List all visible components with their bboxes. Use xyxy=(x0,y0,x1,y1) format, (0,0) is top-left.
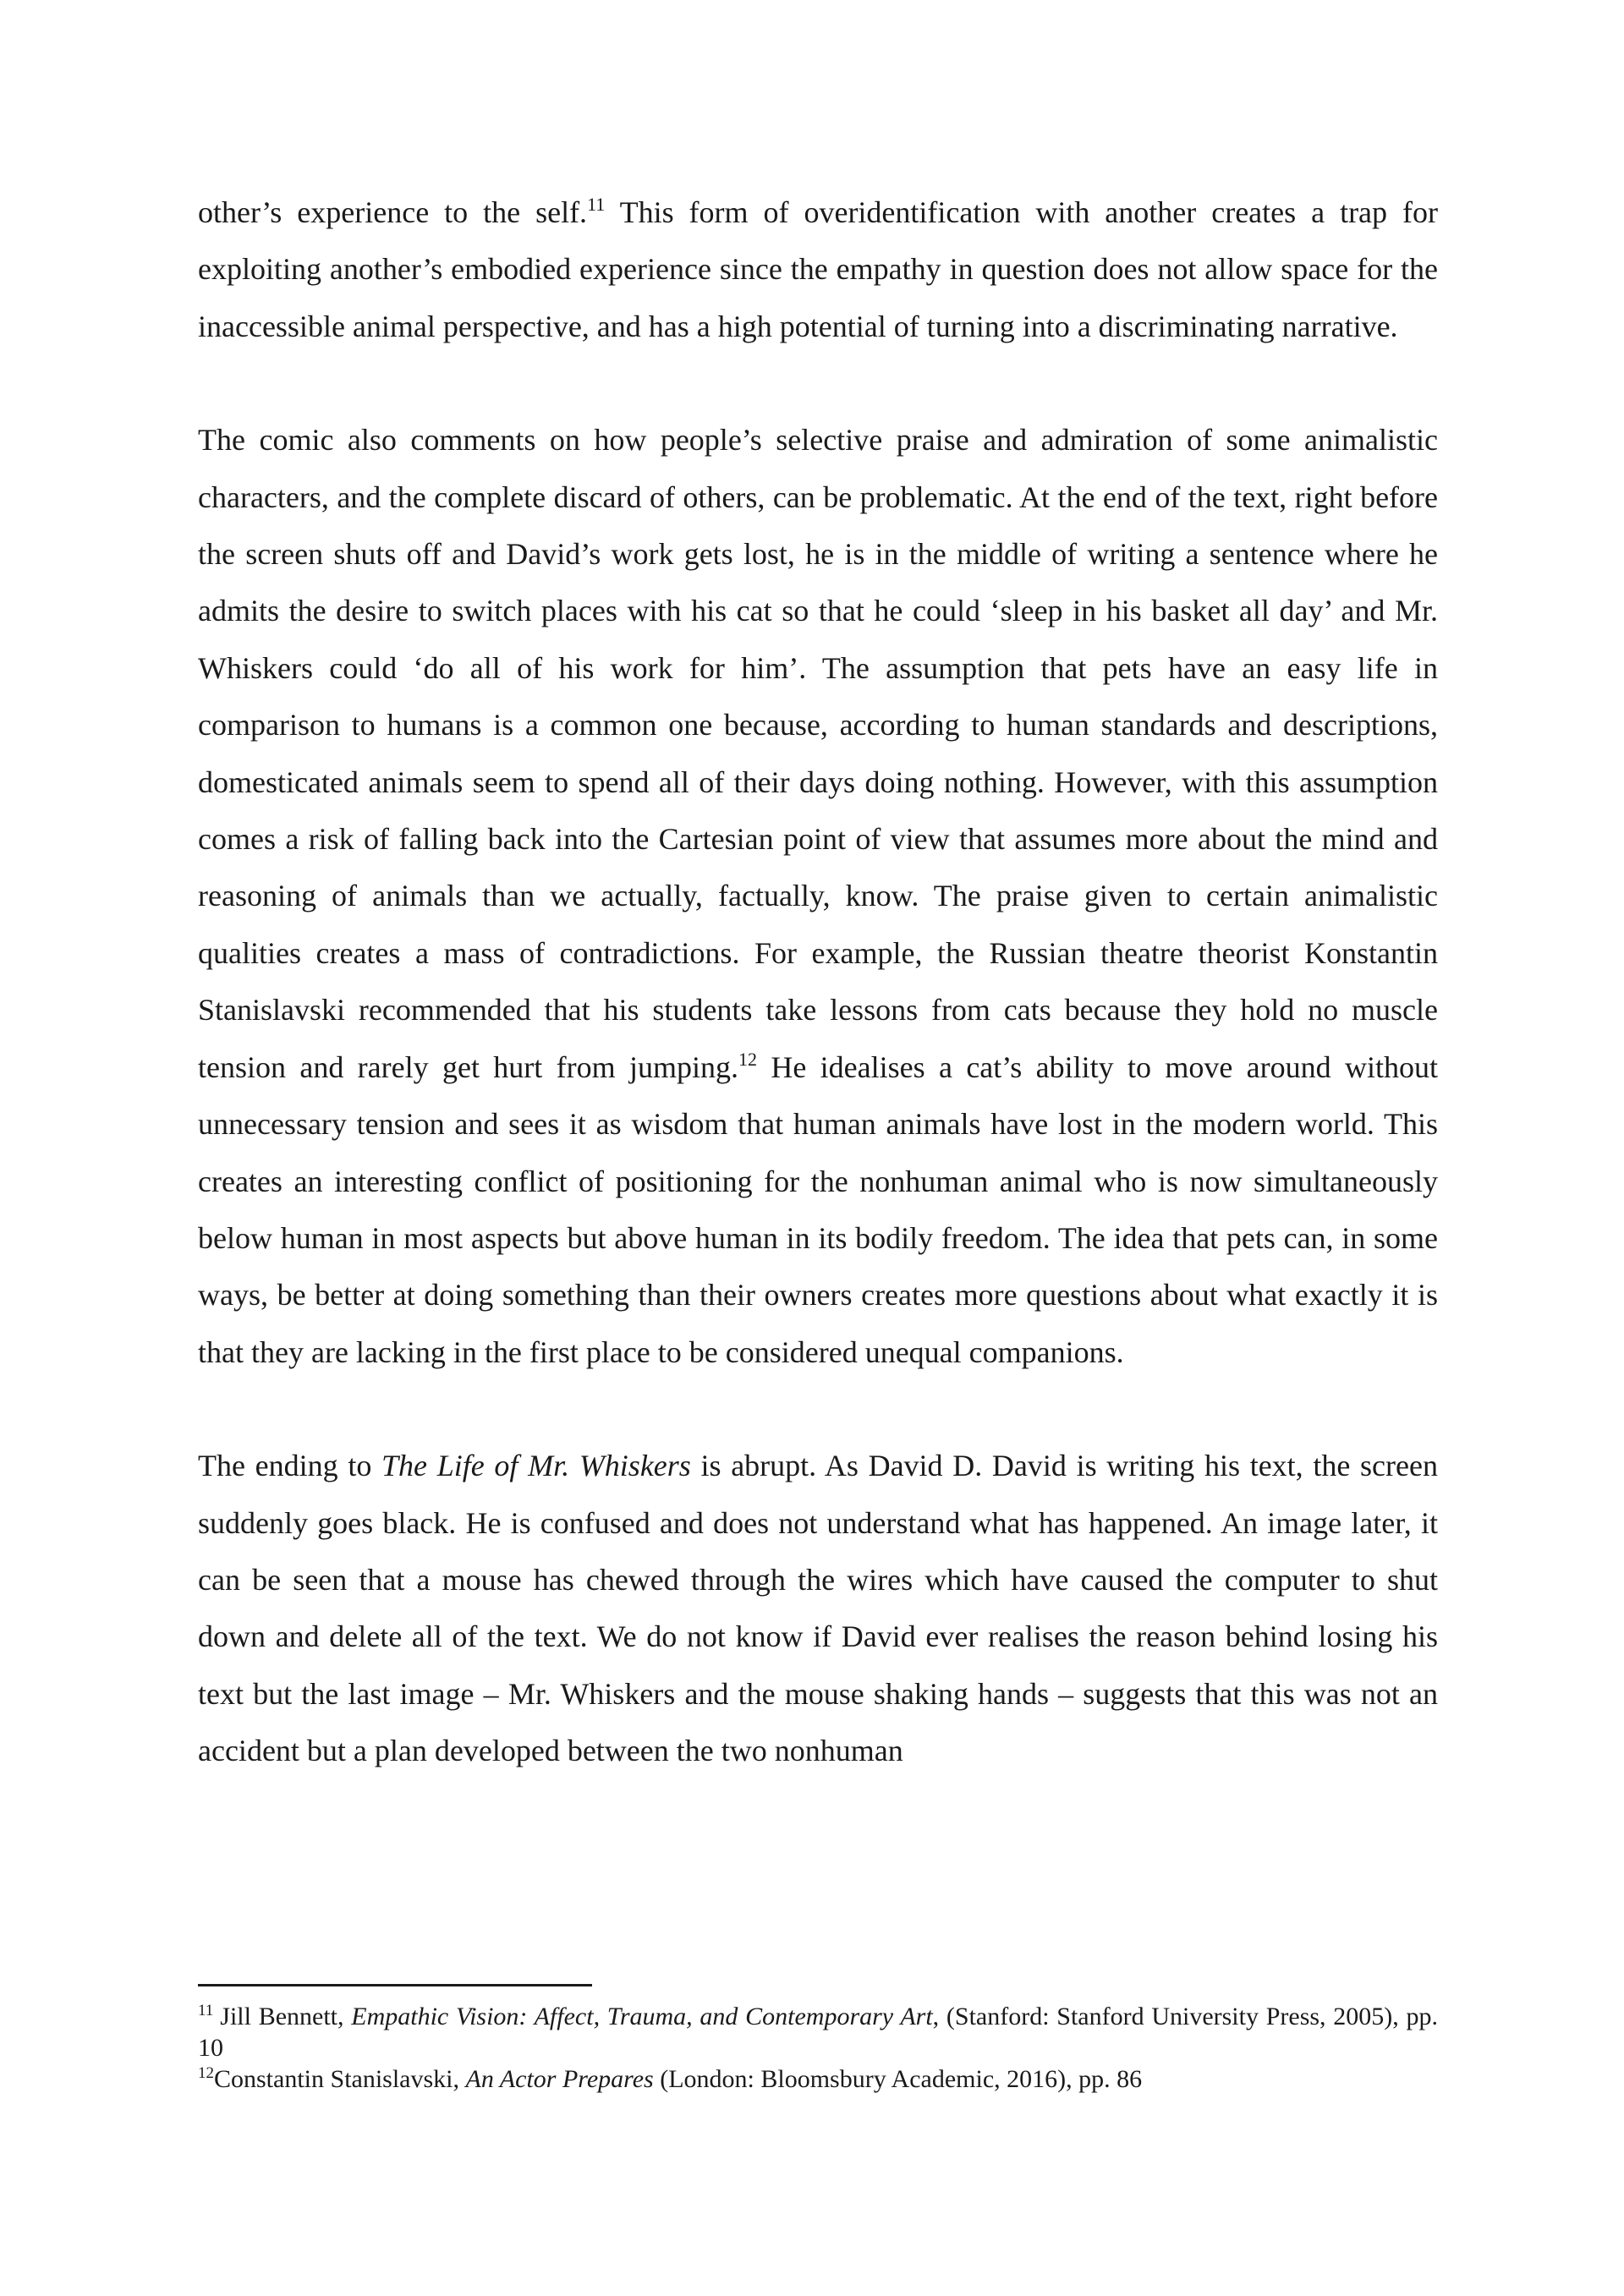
italic-title: An Actor Prepares xyxy=(465,2065,654,2093)
paragraph xyxy=(198,1438,1438,1779)
text-run: The ending to xyxy=(198,1449,382,1483)
text-run: He idealises a cat’s ability to move around without unnecessary tension and sees it as wisdom that human animals have lost in the modern world. This creates an interesting conflict of positioning for the nonhuman animal who is now simultaneously below human in most aspects but above human in its bodily freedom. The idea that pets can, in some ways, be better at doing something than their owners creates more questions about what exactly it is that they are lacking in the first place to be considered unequal companions. xyxy=(198,1049,1438,1369)
paragraph xyxy=(198,412,1438,1381)
text-run: This form of overidentification with another creates a trap for exploiting another’s embodied experience since the empathy in question does not allow space for the inaccessible animal perspective, and has a high potential of turning into a discriminating narrative. xyxy=(198,195,1438,343)
italic-title: Empathic Vision: Affect, Trauma, and Contemporary Art xyxy=(351,2003,933,2030)
footnote-separator xyxy=(198,1984,592,1986)
text-run: , (Stanford: Stanford University Press, 2005), pp. 10 xyxy=(198,2003,1438,2062)
footnote xyxy=(198,2001,1438,2063)
footnote-ref: 11 xyxy=(587,194,606,215)
text-run: Jill Bennett, xyxy=(220,2003,352,2030)
italic-title: The Life of Mr. Whiskers xyxy=(381,1449,691,1483)
footnote xyxy=(198,2063,1438,2095)
footnote-ref: 11 xyxy=(198,2002,214,2019)
page-body xyxy=(198,184,1438,1780)
footnotes xyxy=(198,2001,1438,2095)
footnote-ref: 12 xyxy=(738,1048,757,1070)
paragraph xyxy=(198,184,1438,355)
text-run: (London: Bloomsbury Academic, 2016), pp. 86 xyxy=(653,2065,1143,2093)
text-run: other’s experience to the self. xyxy=(198,195,588,229)
text-run: The comic also comments on how people’s selective praise and admiration of some animalistic characters, and the complete discard of others, can be problematic. At the end of the text, right before the screen shuts off and David’s work gets lost, he is in the middle of writing a sentence where he admits the desire to switch places with his cat so that he could ‘sleep in his basket all day’ and Mr. Whiskers could ‘do all of his work for him’. The assumption that pets have an easy life in comparison to humans is a common one because, according to human standards and descriptions, domesticated animals seem to spend all of their days doing nothing. However, with this assumption comes a risk of falling back into the Cartesian point of view that assumes more about the mind and reasoning of animals than we actually, factually, know. The praise given to certain animalistic qualities creates a mass of contradictions. For example, the Russian theatre theorist Konstantin Stanislavski recommended that his students take lessons from cats because they hold no muscle tension and rarely get hurt from jumping. xyxy=(198,423,1438,1084)
footnote-ref: 12 xyxy=(198,2064,214,2082)
text-run: is abrupt. As David D. David is writing his text, the screen suddenly goes black. He is confused and does not understand what has happened. An image later, it can be seen that a mouse has chewed through the wires which have caused the computer to shut down and delete all of the text. We do not know if David ever realises the reason behind losing his text but the last image – Mr. Whiskers and the mouse shaking hands – suggests that this was not an accident but a plan developed between the two nonhuman xyxy=(198,1449,1438,1768)
text-run: Constantin Stanislavski, xyxy=(214,2065,466,2093)
